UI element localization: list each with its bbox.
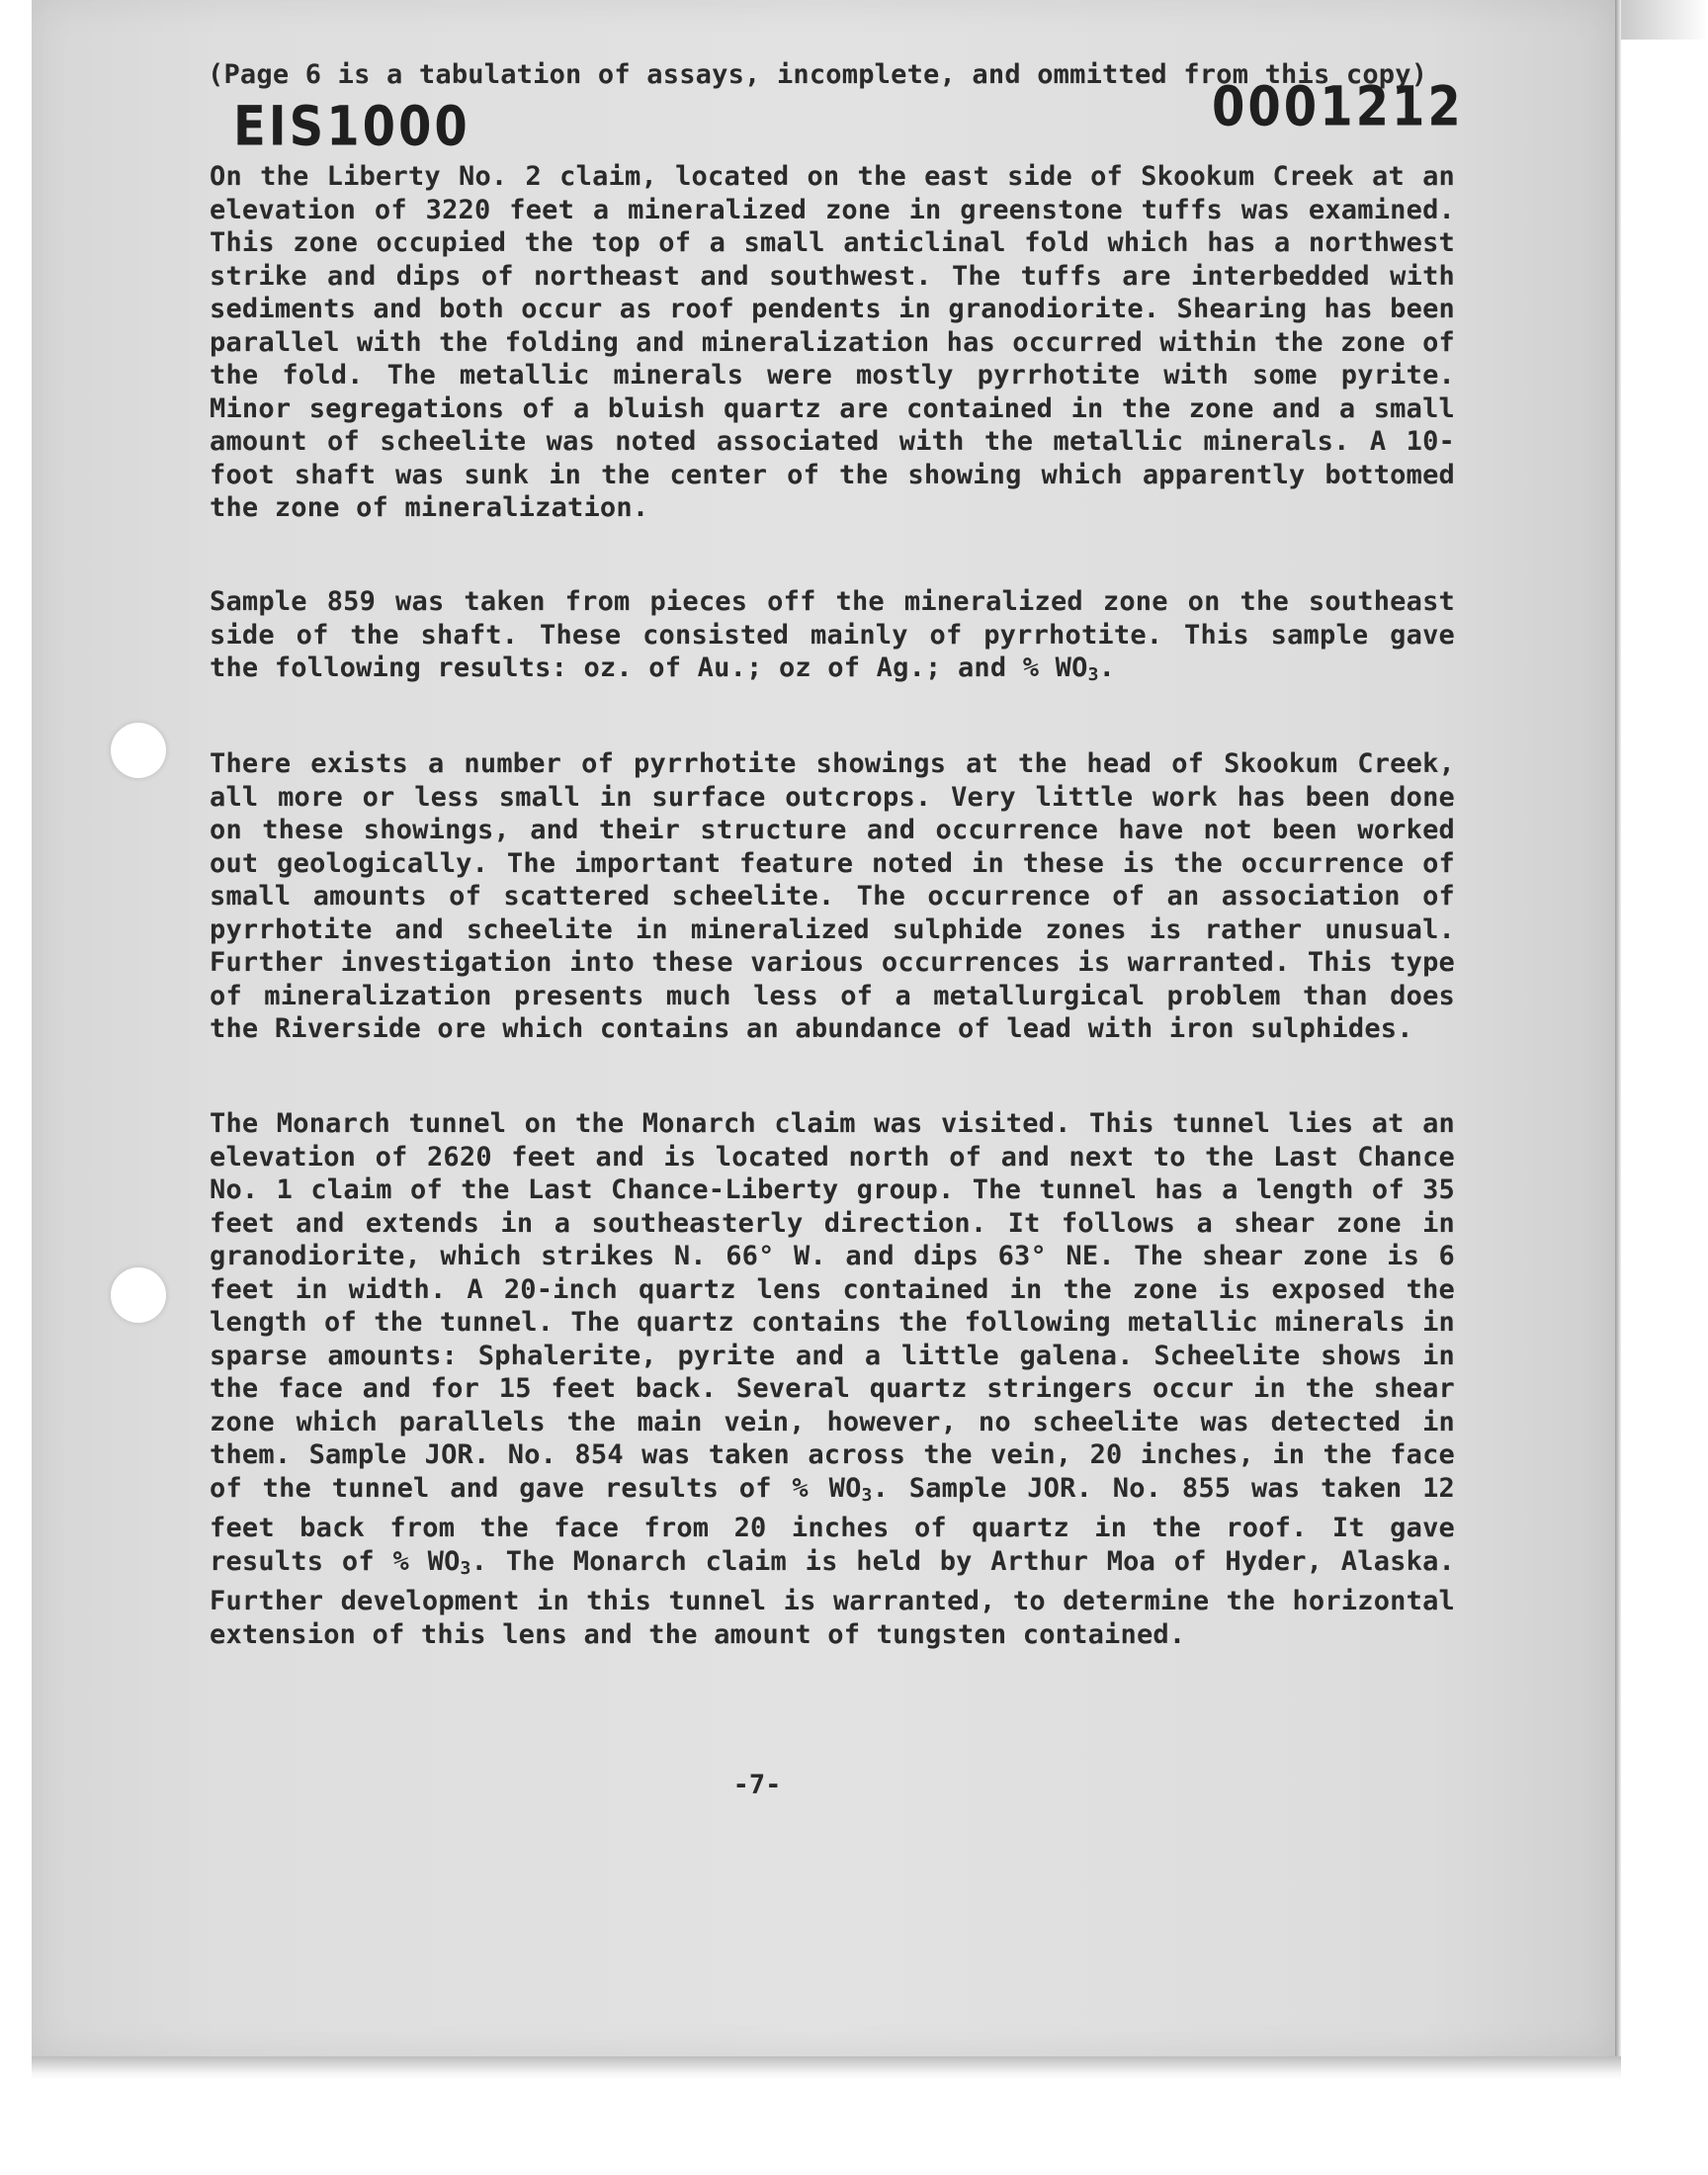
document-stamp-right: 0001212 (1212, 74, 1464, 139)
paragraph-liberty-claim: On the Liberty No. 2 claim, located on the east side of Skookum Creek at an elevation of 3220 feet a mineralized zone in greenstone tuffs was examined. This zone occupied the top of a small anticlinal fold which has a northwest strike and dips of northeast and southwest. The tuffs are interbedded with sediments and both occur as roof pendents in granodiorite. Shearing has been parallel with the folding and mineralization has occurred within the zone of the fold. The metallic minerals were mostly pyrrhotite with some pyrite. Minor segregations of a bluish quartz are contained in the zone and a small amount of scheelite was noted associated with the metallic minerals. A 10-foot shaft was sunk in the center of the showing which apparently bottomed the zone of mineralization. (210, 161, 1455, 523)
document-stamp-left: EIS1000 (233, 94, 470, 159)
page-edge-shadow-right (1615, 0, 1621, 2076)
page-corner-shadow (1621, 0, 1708, 40)
header-note: (Page 6 is a tabulation of assays, incomplete, and ommitted from this copy) (208, 59, 1428, 90)
paragraph-sample-859: Sample 859 was taken from pieces off the mineralized zone on the southeast side of the shaft. These consisted mainly of pyrrhotite. This sample gave the following results: oz. of Au.; oz of Ag.; and % $WO_3$. (210, 586, 1455, 685)
page-edge-shadow-bottom (32, 2056, 1621, 2080)
paragraph-pyrrhotite-showings: There exists a number of pyrrhotite showings at the head of Skookum Creek, all more or less small in surface outcrops. Very little work has been done on these showings, and their structure and occurrence have not been worked out geologically. The important feature noted in these is the occurrence of small amounts of scattered scheelite. The occurrence of an association of pyrrhotite and scheelite in mineralized sulphide zones is rather unusual. Further investigation into these various occurrences is warranted. This type of mineralization presents much less of a metallurgical problem than does the Riverside ore which contains an abundance of lead with iron sulphides. (210, 748, 1455, 1044)
page-number: -7- (732, 1770, 782, 1800)
punch-hole-upper (111, 723, 166, 778)
paragraph-monarch-tunnel: The Monarch tunnel on the Monarch claim was visited. This tunnel lies at an elevation of 2620 feet and is located north of and next to the Last Chance No. 1 claim of the Last Chance-Liberty group. The tunnel has a length of 35 feet and extends in a southeasterly direction. It follows a shear zone in granodiorite, which strikes N. 66° W. and dips 63° NE. The shear zone is 6 feet in width. A 20-inch quartz lens contained in the zone is exposed the length of the tunnel. The quartz contains the following metallic minerals in sparse amounts: Sphalerite, pyrite and a little galena. Scheelite shows in the face and for 15 feet back. Several quartz stringers occur in the shear zone which parallels the main vein, however, no scheelite was detected in them. Sample JOR. No. 854 was taken across the vein, 20 inches, in the face of the tunnel and gave results of % $WO_3$. Sample JOR. No. 855 was taken 12 feet back from the face from 20 inches of quartz in the roof. It gave results of % $WO_3$. The Monarch claim is held by Arthur Moa of Hyder, Alaska. Further development in this tunnel is warranted, to determine the horizontal extension of this lens and the amount of tungsten contained. (210, 1108, 1456, 1650)
punch-hole-lower (111, 1267, 166, 1323)
